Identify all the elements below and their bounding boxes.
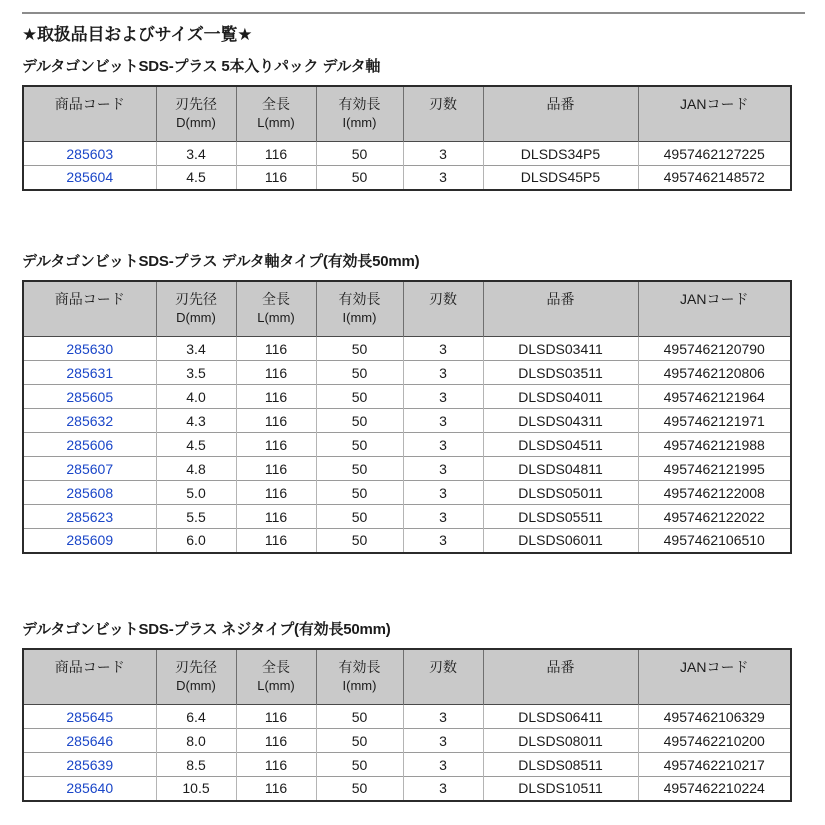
cell-eff: 50 xyxy=(316,457,403,481)
cell-len: 116 xyxy=(236,505,316,529)
cell-code[interactable]: 285609 xyxy=(23,529,156,553)
spec-section xyxy=(22,250,790,554)
cell-eff: 50 xyxy=(316,409,403,433)
cell-code[interactable]: 285645 xyxy=(23,705,156,729)
cell-dia: 8.5 xyxy=(156,753,236,777)
column-header-unit: L(mm) xyxy=(257,310,295,326)
spec-section xyxy=(22,55,790,191)
cell-jan: 4957462121988 xyxy=(638,433,791,457)
cell-flutes: 3 xyxy=(403,457,483,481)
cell-len: 116 xyxy=(236,705,316,729)
cell-jan: 4957462122008 xyxy=(638,481,791,505)
column-header-flutes xyxy=(403,281,483,337)
cell-eff: 50 xyxy=(316,753,403,777)
cell-model: DLSDS34P5 xyxy=(483,142,638,166)
cell-flutes: 3 xyxy=(403,481,483,505)
cell-flutes: 3 xyxy=(403,777,483,801)
cell-jan: 4957462121964 xyxy=(638,385,791,409)
cell-dia: 4.0 xyxy=(156,385,236,409)
cell-len: 116 xyxy=(236,753,316,777)
column-header-unit: D(mm) xyxy=(176,115,216,131)
cell-dia: 6.4 xyxy=(156,705,236,729)
table-row xyxy=(23,529,791,553)
cell-model: DLSDS08511 xyxy=(483,753,638,777)
cell-model: DLSDS06411 xyxy=(483,705,638,729)
column-header-label: 有効長 xyxy=(338,291,381,307)
cell-dia: 10.5 xyxy=(156,777,236,801)
cell-flutes: 3 xyxy=(403,433,483,457)
column-header-label: 有効長 xyxy=(338,96,381,112)
column-header-unit: I(mm) xyxy=(342,678,377,694)
table-row xyxy=(23,337,791,361)
table-row xyxy=(23,705,791,729)
cell-flutes: 3 xyxy=(403,505,483,529)
column-header-unit: D(mm) xyxy=(176,678,216,694)
column-header-label: 品番 xyxy=(546,659,575,675)
cell-len: 116 xyxy=(236,777,316,801)
column-header-dia xyxy=(156,649,236,705)
cell-jan: 4957462120806 xyxy=(638,361,791,385)
cell-eff: 50 xyxy=(316,529,403,553)
column-header-label: 有効長 xyxy=(338,659,381,675)
column-header-label: 刃数 xyxy=(429,96,457,112)
cell-dia: 4.3 xyxy=(156,409,236,433)
cell-code[interactable]: 285608 xyxy=(23,481,156,505)
cell-dia: 6.0 xyxy=(156,529,236,553)
cell-jan: 4957462210224 xyxy=(638,777,791,801)
cell-model: DLSDS04311 xyxy=(483,409,638,433)
column-header-unit: L(mm) xyxy=(257,678,295,694)
cell-code[interactable]: 285606 xyxy=(23,433,156,457)
cell-len: 116 xyxy=(236,433,316,457)
cell-flutes: 3 xyxy=(403,753,483,777)
cell-model: DLSDS10511 xyxy=(483,777,638,801)
table-header-row xyxy=(23,86,791,142)
column-header-flutes xyxy=(403,86,483,142)
cell-flutes: 3 xyxy=(403,705,483,729)
cell-jan: 4957462122022 xyxy=(638,505,791,529)
section-title: デルタゴンビットSDS-プラス 5本入りパック デルタ軸 xyxy=(22,58,381,75)
table-row xyxy=(23,481,791,505)
cell-model: DLSDS45P5 xyxy=(483,166,638,190)
column-header-label: JANコード xyxy=(680,291,749,307)
column-header-label: 全長 xyxy=(262,291,290,307)
cell-dia: 5.5 xyxy=(156,505,236,529)
cell-eff: 50 xyxy=(316,777,403,801)
column-header-label: 商品コード xyxy=(54,96,125,112)
column-header-jan xyxy=(638,86,791,142)
table-header-row xyxy=(23,649,791,705)
cell-jan: 4957462121995 xyxy=(638,457,791,481)
cell-dia: 4.5 xyxy=(156,433,236,457)
column-header-label: 商品コード xyxy=(54,659,125,675)
cell-len: 116 xyxy=(236,729,316,753)
cell-model: DLSDS05011 xyxy=(483,481,638,505)
table-header-row xyxy=(23,281,791,337)
column-header-label: 刃先径 xyxy=(175,96,217,112)
cell-model: DLSDS03411 xyxy=(483,337,638,361)
column-header-unit: L(mm) xyxy=(257,115,295,131)
column-header-model xyxy=(483,649,638,705)
cell-dia: 4.8 xyxy=(156,457,236,481)
table-row xyxy=(23,409,791,433)
cell-code[interactable]: 285632 xyxy=(23,409,156,433)
table-row xyxy=(23,777,791,801)
table-row xyxy=(23,729,791,753)
cell-flutes: 3 xyxy=(403,166,483,190)
column-header-label: 刃先径 xyxy=(175,659,217,675)
table-row xyxy=(23,433,791,457)
cell-code[interactable]: 285607 xyxy=(23,457,156,481)
cell-dia: 4.5 xyxy=(156,166,236,190)
column-header-label: JANコード xyxy=(680,96,749,112)
column-header-flutes xyxy=(403,649,483,705)
cell-eff: 50 xyxy=(316,166,403,190)
cell-code[interactable]: 285604 xyxy=(23,166,156,190)
cell-len: 116 xyxy=(236,457,316,481)
cell-code[interactable]: 285605 xyxy=(23,385,156,409)
cell-eff: 50 xyxy=(316,142,403,166)
cell-dia: 3.4 xyxy=(156,142,236,166)
cell-len: 116 xyxy=(236,529,316,553)
column-header-label: 全長 xyxy=(262,96,290,112)
cell-len: 116 xyxy=(236,142,316,166)
cell-jan: 4957462106329 xyxy=(638,705,791,729)
cell-flutes: 3 xyxy=(403,409,483,433)
cell-flutes: 3 xyxy=(403,729,483,753)
spec-table xyxy=(22,648,792,802)
cell-eff: 50 xyxy=(316,385,403,409)
column-header-eff xyxy=(316,281,403,337)
cell-code[interactable]: 285623 xyxy=(23,505,156,529)
cell-len: 116 xyxy=(236,481,316,505)
column-header-label: 品番 xyxy=(546,291,575,307)
table-row xyxy=(23,457,791,481)
cell-flutes: 3 xyxy=(403,142,483,166)
cell-code[interactable]: 285640 xyxy=(23,777,156,801)
column-header-label: 全長 xyxy=(262,659,290,675)
column-header-label: 商品コード xyxy=(54,291,125,307)
cell-eff: 50 xyxy=(316,705,403,729)
cell-flutes: 3 xyxy=(403,337,483,361)
cell-eff: 50 xyxy=(316,337,403,361)
page-title: ★取扱品目およびサイズ一覧★ xyxy=(22,25,253,44)
column-header-dia xyxy=(156,281,236,337)
column-header-label: 品番 xyxy=(546,96,575,112)
cell-jan: 4957462120790 xyxy=(638,337,791,361)
table-row xyxy=(23,505,791,529)
column-header-code xyxy=(23,86,156,142)
cell-len: 116 xyxy=(236,337,316,361)
column-header-len xyxy=(236,649,316,705)
table-row xyxy=(23,166,791,190)
column-header-label: 刃数 xyxy=(429,291,457,307)
cell-model: DLSDS08011 xyxy=(483,729,638,753)
cell-code[interactable]: 285630 xyxy=(23,337,156,361)
column-header-len xyxy=(236,281,316,337)
cell-model: DLSDS04011 xyxy=(483,385,638,409)
cell-dia: 8.0 xyxy=(156,729,236,753)
cell-len: 116 xyxy=(236,166,316,190)
column-header-eff xyxy=(316,649,403,705)
table-row xyxy=(23,361,791,385)
table-row xyxy=(23,142,791,166)
cell-len: 116 xyxy=(236,409,316,433)
table-row xyxy=(23,753,791,777)
cell-eff: 50 xyxy=(316,481,403,505)
cell-dia: 3.5 xyxy=(156,361,236,385)
column-header-label: 刃先径 xyxy=(175,291,217,307)
cell-eff: 50 xyxy=(316,729,403,753)
section-title: デルタゴンビットSDS-プラス デルタ軸タイプ(有効長50mm) xyxy=(22,253,420,270)
cell-model: DLSDS03511 xyxy=(483,361,638,385)
cell-flutes: 3 xyxy=(403,385,483,409)
column-header-code xyxy=(23,281,156,337)
top-divider xyxy=(22,12,805,14)
cell-eff: 50 xyxy=(316,433,403,457)
column-header-unit: I(mm) xyxy=(342,310,377,326)
cell-dia: 5.0 xyxy=(156,481,236,505)
cell-jan: 4957462210217 xyxy=(638,753,791,777)
cell-code[interactable]: 285631 xyxy=(23,361,156,385)
column-header-model xyxy=(483,281,638,337)
cell-len: 116 xyxy=(236,385,316,409)
cell-model: DLSDS06011 xyxy=(483,529,638,553)
cell-code[interactable]: 285639 xyxy=(23,753,156,777)
section-title: デルタゴンビットSDS-プラス ネジタイプ(有効長50mm) xyxy=(22,621,391,638)
cell-jan: 4957462121971 xyxy=(638,409,791,433)
column-header-unit: D(mm) xyxy=(176,310,216,326)
column-header-jan xyxy=(638,649,791,705)
cell-flutes: 3 xyxy=(403,361,483,385)
spec-table xyxy=(22,85,792,191)
column-header-jan xyxy=(638,281,791,337)
cell-jan: 4957462148572 xyxy=(638,166,791,190)
cell-eff: 50 xyxy=(316,361,403,385)
cell-eff: 50 xyxy=(316,505,403,529)
cell-flutes: 3 xyxy=(403,529,483,553)
column-header-dia xyxy=(156,86,236,142)
cell-jan: 4957462106510 xyxy=(638,529,791,553)
column-header-label: JANコード xyxy=(680,659,749,675)
column-header-eff xyxy=(316,86,403,142)
column-header-model xyxy=(483,86,638,142)
cell-jan: 4957462127225 xyxy=(638,142,791,166)
column-header-unit: I(mm) xyxy=(342,115,377,131)
column-header-code xyxy=(23,649,156,705)
cell-len: 116 xyxy=(236,361,316,385)
cell-model: DLSDS04811 xyxy=(483,457,638,481)
column-header-label: 刃数 xyxy=(429,659,457,675)
cell-jan: 4957462210200 xyxy=(638,729,791,753)
spec-section xyxy=(22,618,790,802)
cell-model: DLSDS04511 xyxy=(483,433,638,457)
cell-code[interactable]: 285646 xyxy=(23,729,156,753)
table-row xyxy=(23,385,791,409)
spec-table xyxy=(22,280,792,554)
cell-code[interactable]: 285603 xyxy=(23,142,156,166)
cell-model: DLSDS05511 xyxy=(483,505,638,529)
column-header-len xyxy=(236,86,316,142)
cell-dia: 3.4 xyxy=(156,337,236,361)
